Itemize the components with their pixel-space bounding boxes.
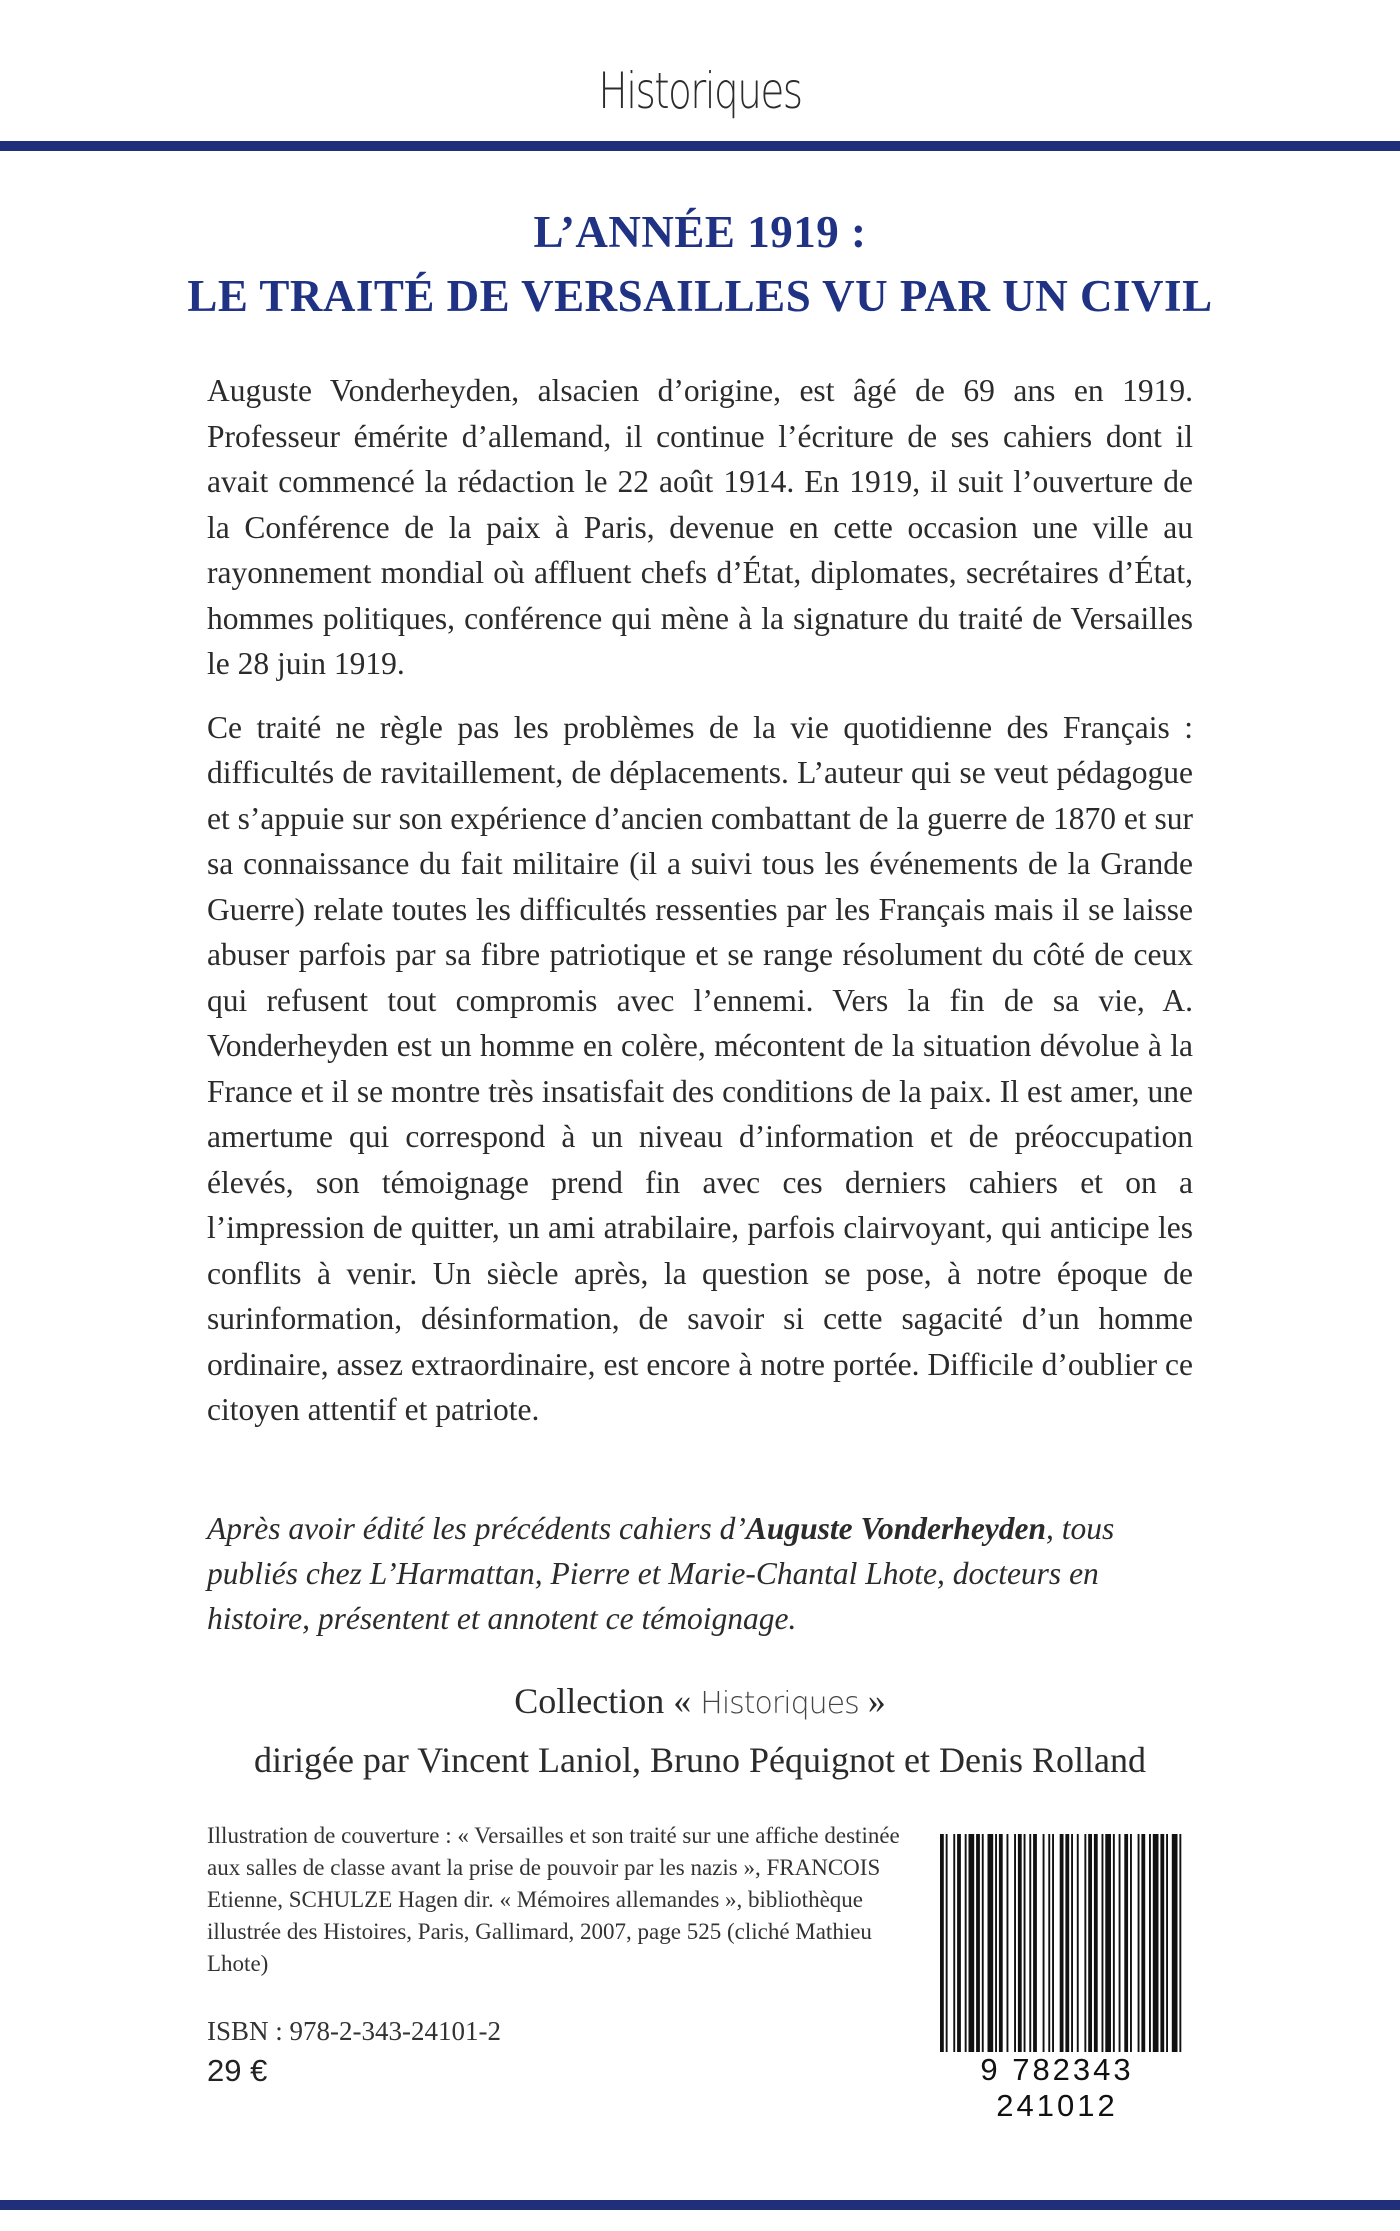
top-rule xyxy=(0,141,1400,151)
collection-logo: Historiques xyxy=(700,1686,859,1721)
title-line-2: LE TRAITÉ DE VERSAILLES VU PAR UN CIVIL xyxy=(187,271,1213,321)
series-logo: Historiques xyxy=(598,62,802,120)
collection-line xyxy=(0,1673,1400,1732)
collection-directors: dirigée par Vincent Laniol, Bruno Péquignot et Denis Rolland xyxy=(253,1740,1146,1780)
book-title xyxy=(0,200,1400,328)
barcode-bars xyxy=(918,1828,1196,2068)
credit-before: Après avoir édité les précédents cahiers d’ xyxy=(207,1511,746,1546)
title-line-1: L’ANNÉE 1919 : xyxy=(533,207,867,257)
credit-after: , tous publiés chez L’Harmattan, Pierre et Marie-Chantal Lhote, docteurs en histoire, présentent et annotent ce témoignage. xyxy=(207,1511,1115,1636)
editor-credit xyxy=(207,1506,1193,1641)
blurb-paragraph-1: Auguste Vonderheyden, alsacien d’origine, est âgé de 69 ans en 1919. Professeur émérite d’allemand, il continue l’écriture de ses cahiers dont il avait commencé la rédaction le 22 août 1914. En 1919, il suit l’ouverture de la Conférence de la paix à Paris, devenue en cette occasion une ville au rayonnement mondial où affluent chefs d’État, diplomates, secrétaires d’État, hommes politiques, conférence qui mène à la signature du traité de Versailles le 28 juin 1919. xyxy=(207,373,1193,681)
blurb-paragraph-2: Ce traité ne règle pas les problèmes de la vie quotidienne des Français : difficultés de ravitaillement, de déplacements. L’auteur qui se veut pédagogue et s’appuie sur son expérience d’ancien combattant de la guerre de 1870 et sur sa connaissance du fait militaire (il a suivi tous les événements de la Grande Guerre) relate toutes les difficultés ressenties par les Français mais il se laisse abuser parfois par sa fibre patriotique et se range résolument du côté de ceux qui refusent tout compromis avec l’ennemi. Vers la fin de sa vie, A. Vonderheyden est un homme en colère, mécontent de la situation dévolue à la France et il se montre très insatisfait des conditions de la paix. Il est amer, une amertume qui correspond à un niveau d’information et de préoccupation élevés, son témoignage prend fin avec ces derniers cahiers et on a l’impression de quitter, un ami atrabilaire, parfois clairvoyant, qui anticipe les conflits à venir. Un siècle après, la question se pose, à notre époque de surinformation, désinformation, de savoir si cette sagacité d’un homme ordinaire, assez extraordinaire, est encore à notre portée. Difficile d’oublier ce citoyen attentif et patriote. xyxy=(207,709,1193,1427)
isbn: ISBN : 978-2-343-24101-2 xyxy=(207,2016,501,2046)
bottom-rule xyxy=(0,2200,1400,2210)
collection-prefix: Collection « xyxy=(514,1681,692,1721)
barcode xyxy=(918,1828,1196,2123)
credit-author: Auguste Vonderheyden xyxy=(745,1511,1047,1546)
price: 29 € xyxy=(207,2053,268,2088)
barcode-digits: 9 782343 241012 xyxy=(918,2052,1196,2124)
collection-info xyxy=(0,1673,1400,1788)
collection-suffix: » xyxy=(867,1681,886,1721)
blurb xyxy=(207,368,1193,1451)
illustration-credit: Illustration de couverture : « Versailles et son traité sur une affiche destinée aux salles de classe avant la prise de pouvoir par les nazis », FRANCOIS Etienne, SCHULZE Hagen dir. « Mémoires allemandes », bibliothèque illustrée des Histoires, Paris, Gallimard, 2007, page 525 (cliché Mathieu Lhote) xyxy=(207,1823,900,1976)
